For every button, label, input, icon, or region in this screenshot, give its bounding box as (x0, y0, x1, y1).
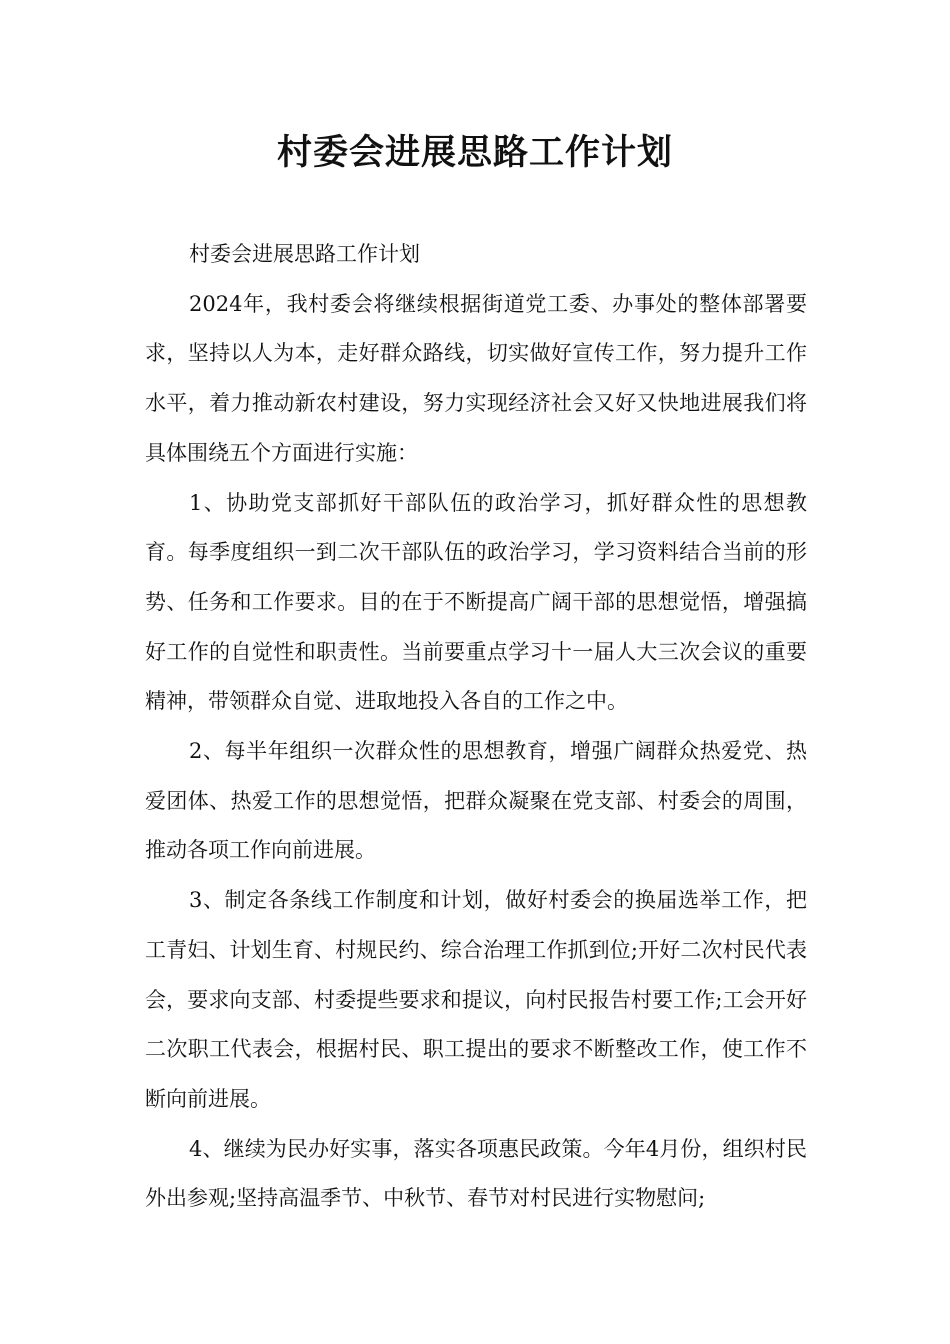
subtitle-paragraph: 村委会进展思路工作计划 (189, 242, 420, 266)
item-4-paragraph: 4、继续为民办好实事，落实各项惠民政策。今年4月份，组织村民外出参观;坚持高温季节、中秋节、春节对村民进行实物慰问; (145, 1136, 807, 1211)
intro-paragraph: 2024年，我村委会将继续根据街道党工委、办事处的整体部署要求，坚持以人为本，走好群众路线，切实做好宣传工作，努力提升工作水平，着力推动新农村建设，努力实现经济社会又好又快地进展我们将具体围绕五个方面进行实施： (145, 291, 807, 465)
document-body (145, 230, 807, 1224)
item-2-paragraph: 2、每半年组织一次群众性的思想教育，增强广阔群众热爱党、热爱团体、热爱工作的思想觉悟，把群众凝聚在党支部、村委会的周围，推动各项工作向前进展。 (145, 739, 807, 863)
item-1-paragraph: 1、协助党支部抓好干部队伍的政治学习，抓好群众性的思想教育。每季度组织一到二次干部队伍的政治学习，学习资料结合当前的形势、任务和工作要求。目的在于不断提高广阔干部的思想觉悟，增强搞好工作的自觉性和职责性。当前要重点学习十一届人大三次会议的重要精神，带领群众自觉、进取地投入各自的工作之中。 (145, 490, 807, 714)
item-3-paragraph: 3、制定各条线工作制度和计划，做好村委会的换届选举工作，把工青妇、计划生育、村规民约、综合治理工作抓到位;开好二次村民代表会，要求向支部、村委提些要求和提议，向村民报告村要工作;工会开好二次职工代表会，根据村民、职工提出的要求不断整改工作，使工作不断向前进展。 (145, 888, 807, 1111)
document-title: 村委会进展思路工作计划 (276, 133, 673, 173)
